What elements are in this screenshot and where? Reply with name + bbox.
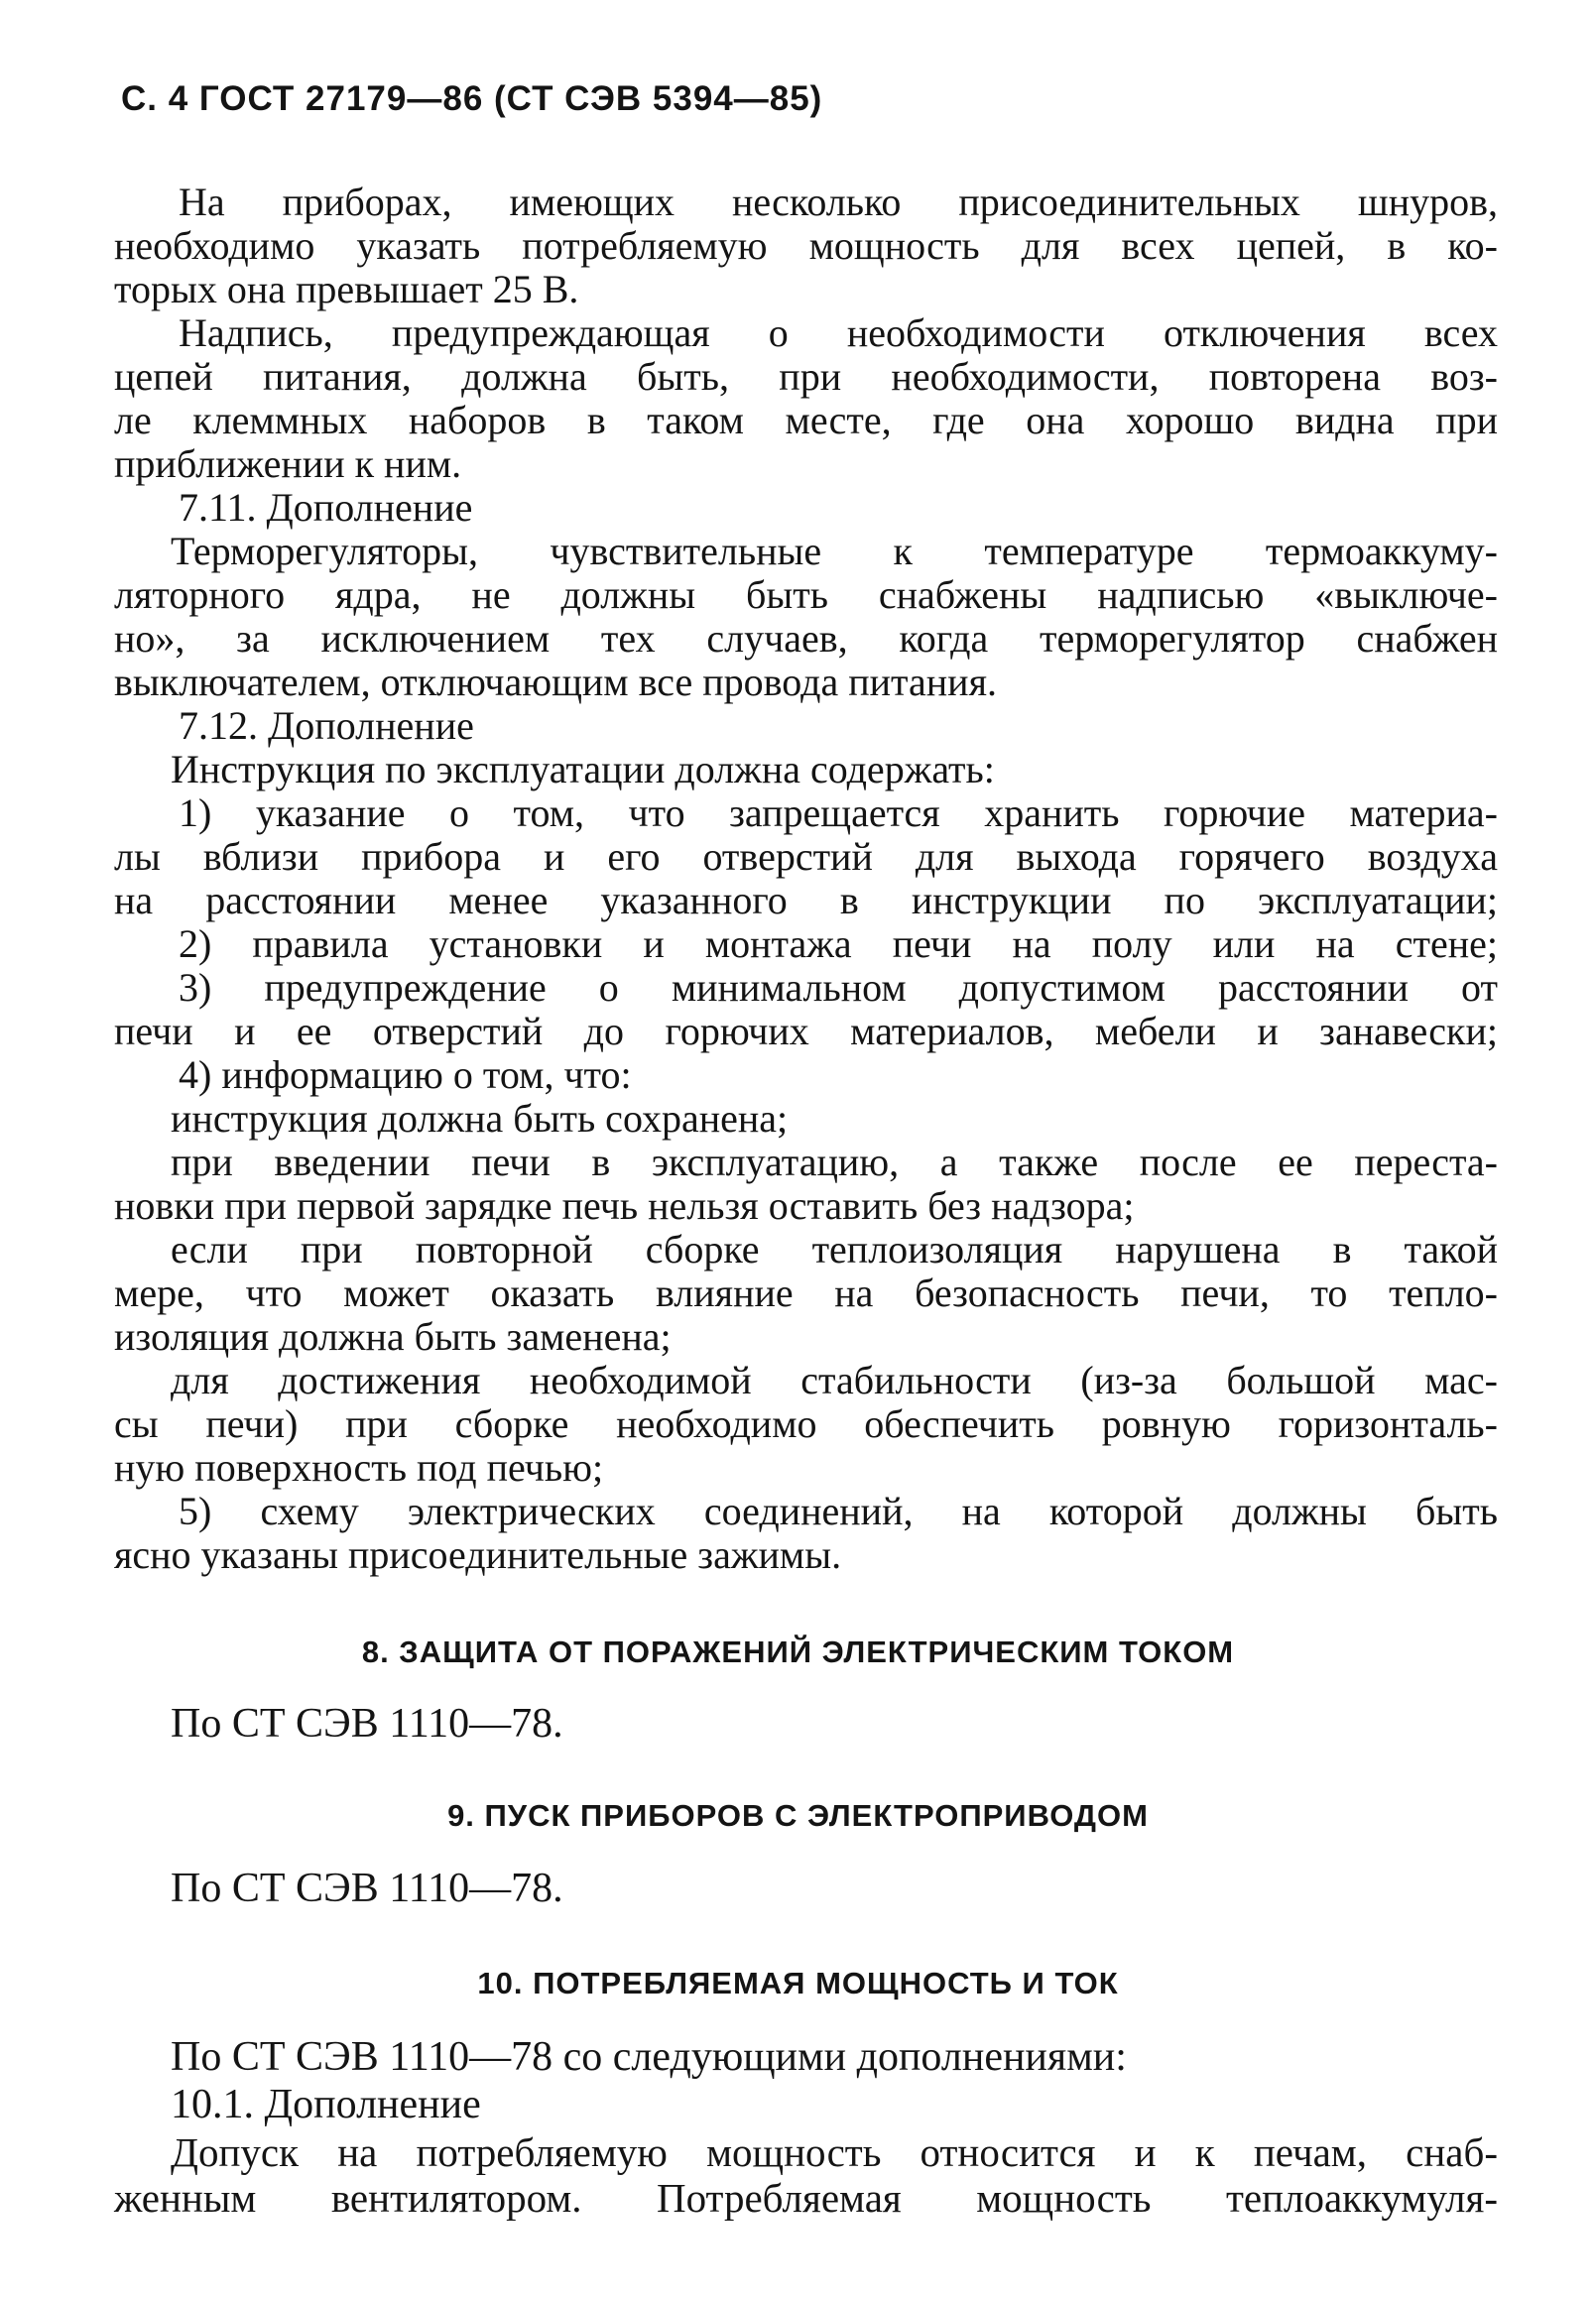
list-item-line: ясно указаны присоединительные зажимы.: [114, 1532, 842, 1577]
body-line: Допуск на потребляемую мощность относится и к печам, снаб-: [171, 2129, 1498, 2175]
list-item-line: ную поверхность под печью;: [114, 1445, 604, 1490]
list-item-line: мере, что может оказать влияние на безопасность печи, то тепло-: [114, 1270, 1498, 1315]
body-line: Терморегуляторы, чувствительные к температуре термоаккуму-: [171, 529, 1498, 573]
section-heading: 10. ПОТРЕБЛЯЕМАЯ МОЩНОСТЬ И ТОК: [477, 1966, 1119, 2000]
list-item-line: при введении печи в эксплуатацию, а также после ее переста-: [171, 1140, 1498, 1184]
clause-heading: 7.12. Дополнение: [179, 703, 474, 748]
body-line: выключателем, отключающим все провода питания.: [114, 660, 997, 704]
section-heading: 8. ЗАЩИТА ОТ ПОРАЖЕНИЙ ЭЛЕКТРИЧЕСКИМ ТОКОМ: [361, 1634, 1235, 1669]
body-line: Надпись, предупреждающая о необходимости отключения всех: [179, 310, 1498, 355]
list-item-line: 1) указание о том, что запрещается хранить горючие материа-: [179, 790, 1498, 835]
section-heading: 9. ПУСК ПРИБОРОВ С ЭЛЕКТРОПРИВОДОМ: [447, 1798, 1149, 1833]
list-item-line: инструкция должна быть сохранена;: [171, 1096, 789, 1141]
body-line: женным вентилятором. Потребляемая мощность теплоаккумуля-: [114, 2175, 1498, 2221]
body-line: На приборах, имеющих несколько присоединительных шнуров,: [179, 180, 1498, 224]
list-item-line: печи и ее отверстий до горючих материалов, мебели и занавески;: [114, 1009, 1498, 1053]
clause-heading: 10.1. Дополнение: [171, 2082, 481, 2127]
list-item-line: если при повторной сборке теплоизоляция нарушена в такой: [171, 1227, 1498, 1271]
list-item-line: 2) правила установки и монтажа печи на полу или на стене;: [179, 921, 1498, 966]
body-line: Инструкция по эксплуатации должна содержать:: [171, 747, 995, 791]
list-item-line: 5) схему электрических соединений, на которой должны быть: [179, 1489, 1498, 1533]
running-header: С. 4 ГОСТ 27179—86 (СТ СЭВ 5394—85): [121, 79, 823, 118]
body-line: ляторного ядра, не должны быть снабжены надписью «выключе-: [114, 572, 1498, 617]
section-text: По СТ СЭВ 1110—78.: [171, 1701, 563, 1747]
list-item-line: для достижения необходимой стабильности (из-за большой мас-: [171, 1358, 1498, 1402]
list-item-line: на расстоянии менее указанного в инструкции по эксплуатации;: [114, 878, 1498, 922]
body-line: торых она превышает 25 В.: [114, 267, 579, 311]
list-item-line: новки при первой зарядке печь нельзя оставить без надзора;: [114, 1183, 1135, 1228]
clause-heading: 7.11. Дополнение: [179, 485, 473, 530]
body-line: цепей питания, должна быть, при необходимости, повторена воз-: [114, 354, 1498, 399]
list-item-line: изоляция должна быть заменена;: [114, 1314, 672, 1359]
body-line: приближении к ним.: [114, 441, 462, 486]
section-text: По СТ СЭВ 1110—78 со следующими дополнениями:: [171, 2034, 1127, 2080]
body-line: необходимо указать потребляемую мощность для всех цепей, в ко-: [114, 223, 1498, 268]
list-item-line: сы печи) при сборке необходимо обеспечить ровную горизонталь-: [114, 1401, 1498, 1446]
list-item-line: 3) предупреждение о минимальном допустимом расстоянии от: [179, 965, 1498, 1010]
list-item-line: лы вблизи прибора и его отверстий для выхода горячего воздуха: [114, 834, 1498, 879]
section-text: По СТ СЭВ 1110—78.: [171, 1866, 563, 1911]
body-line: но», за исключением тех случаев, когда терморегулятор снабжен: [114, 616, 1498, 661]
body-line: ле клеммных наборов в таком месте, где она хорошо видна при: [114, 398, 1498, 442]
list-item-line: 4) информацию о том, что:: [179, 1052, 632, 1097]
